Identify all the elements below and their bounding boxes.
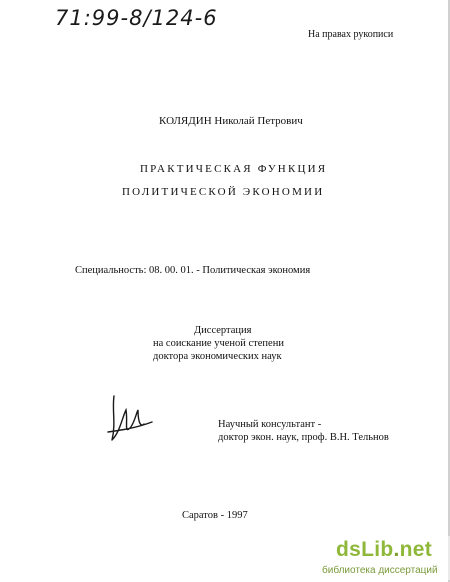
consultant-line-2: доктор экон. наук, проф. В.Н. Тельнов	[218, 432, 389, 443]
dissertation-line-1: Диссертация	[194, 325, 252, 336]
dissertation-line-2: на соискание ученой степени	[153, 338, 284, 349]
rights-note: На правах рукописи	[308, 29, 394, 40]
dissertation-line-3: доктора экономических наук	[153, 351, 282, 362]
signature-mark	[100, 388, 160, 458]
title-line-2: ПОЛИТИЧЕСКОЙ ЭКОНОМИИ	[122, 186, 325, 198]
archive-code-handwritten: 71:99-8/124-6	[55, 6, 218, 30]
dslib-watermark	[322, 536, 448, 580]
specialty-line: Специальность: 08. 00. 01. - Политическая экономия	[75, 265, 311, 276]
dslib-logo: dsLib.net	[336, 538, 433, 561]
consultant-line-1: Научный консультант -	[218, 419, 322, 430]
author-name: КОЛЯДИН Николай Петрович	[159, 115, 303, 127]
place-year: Саратов - 1997	[182, 510, 248, 521]
title-line-1: ПРАКТИЧЕСКАЯ ФУНКЦИЯ	[140, 163, 328, 175]
dslib-subtitle: библиотека диссертаций	[322, 565, 438, 576]
